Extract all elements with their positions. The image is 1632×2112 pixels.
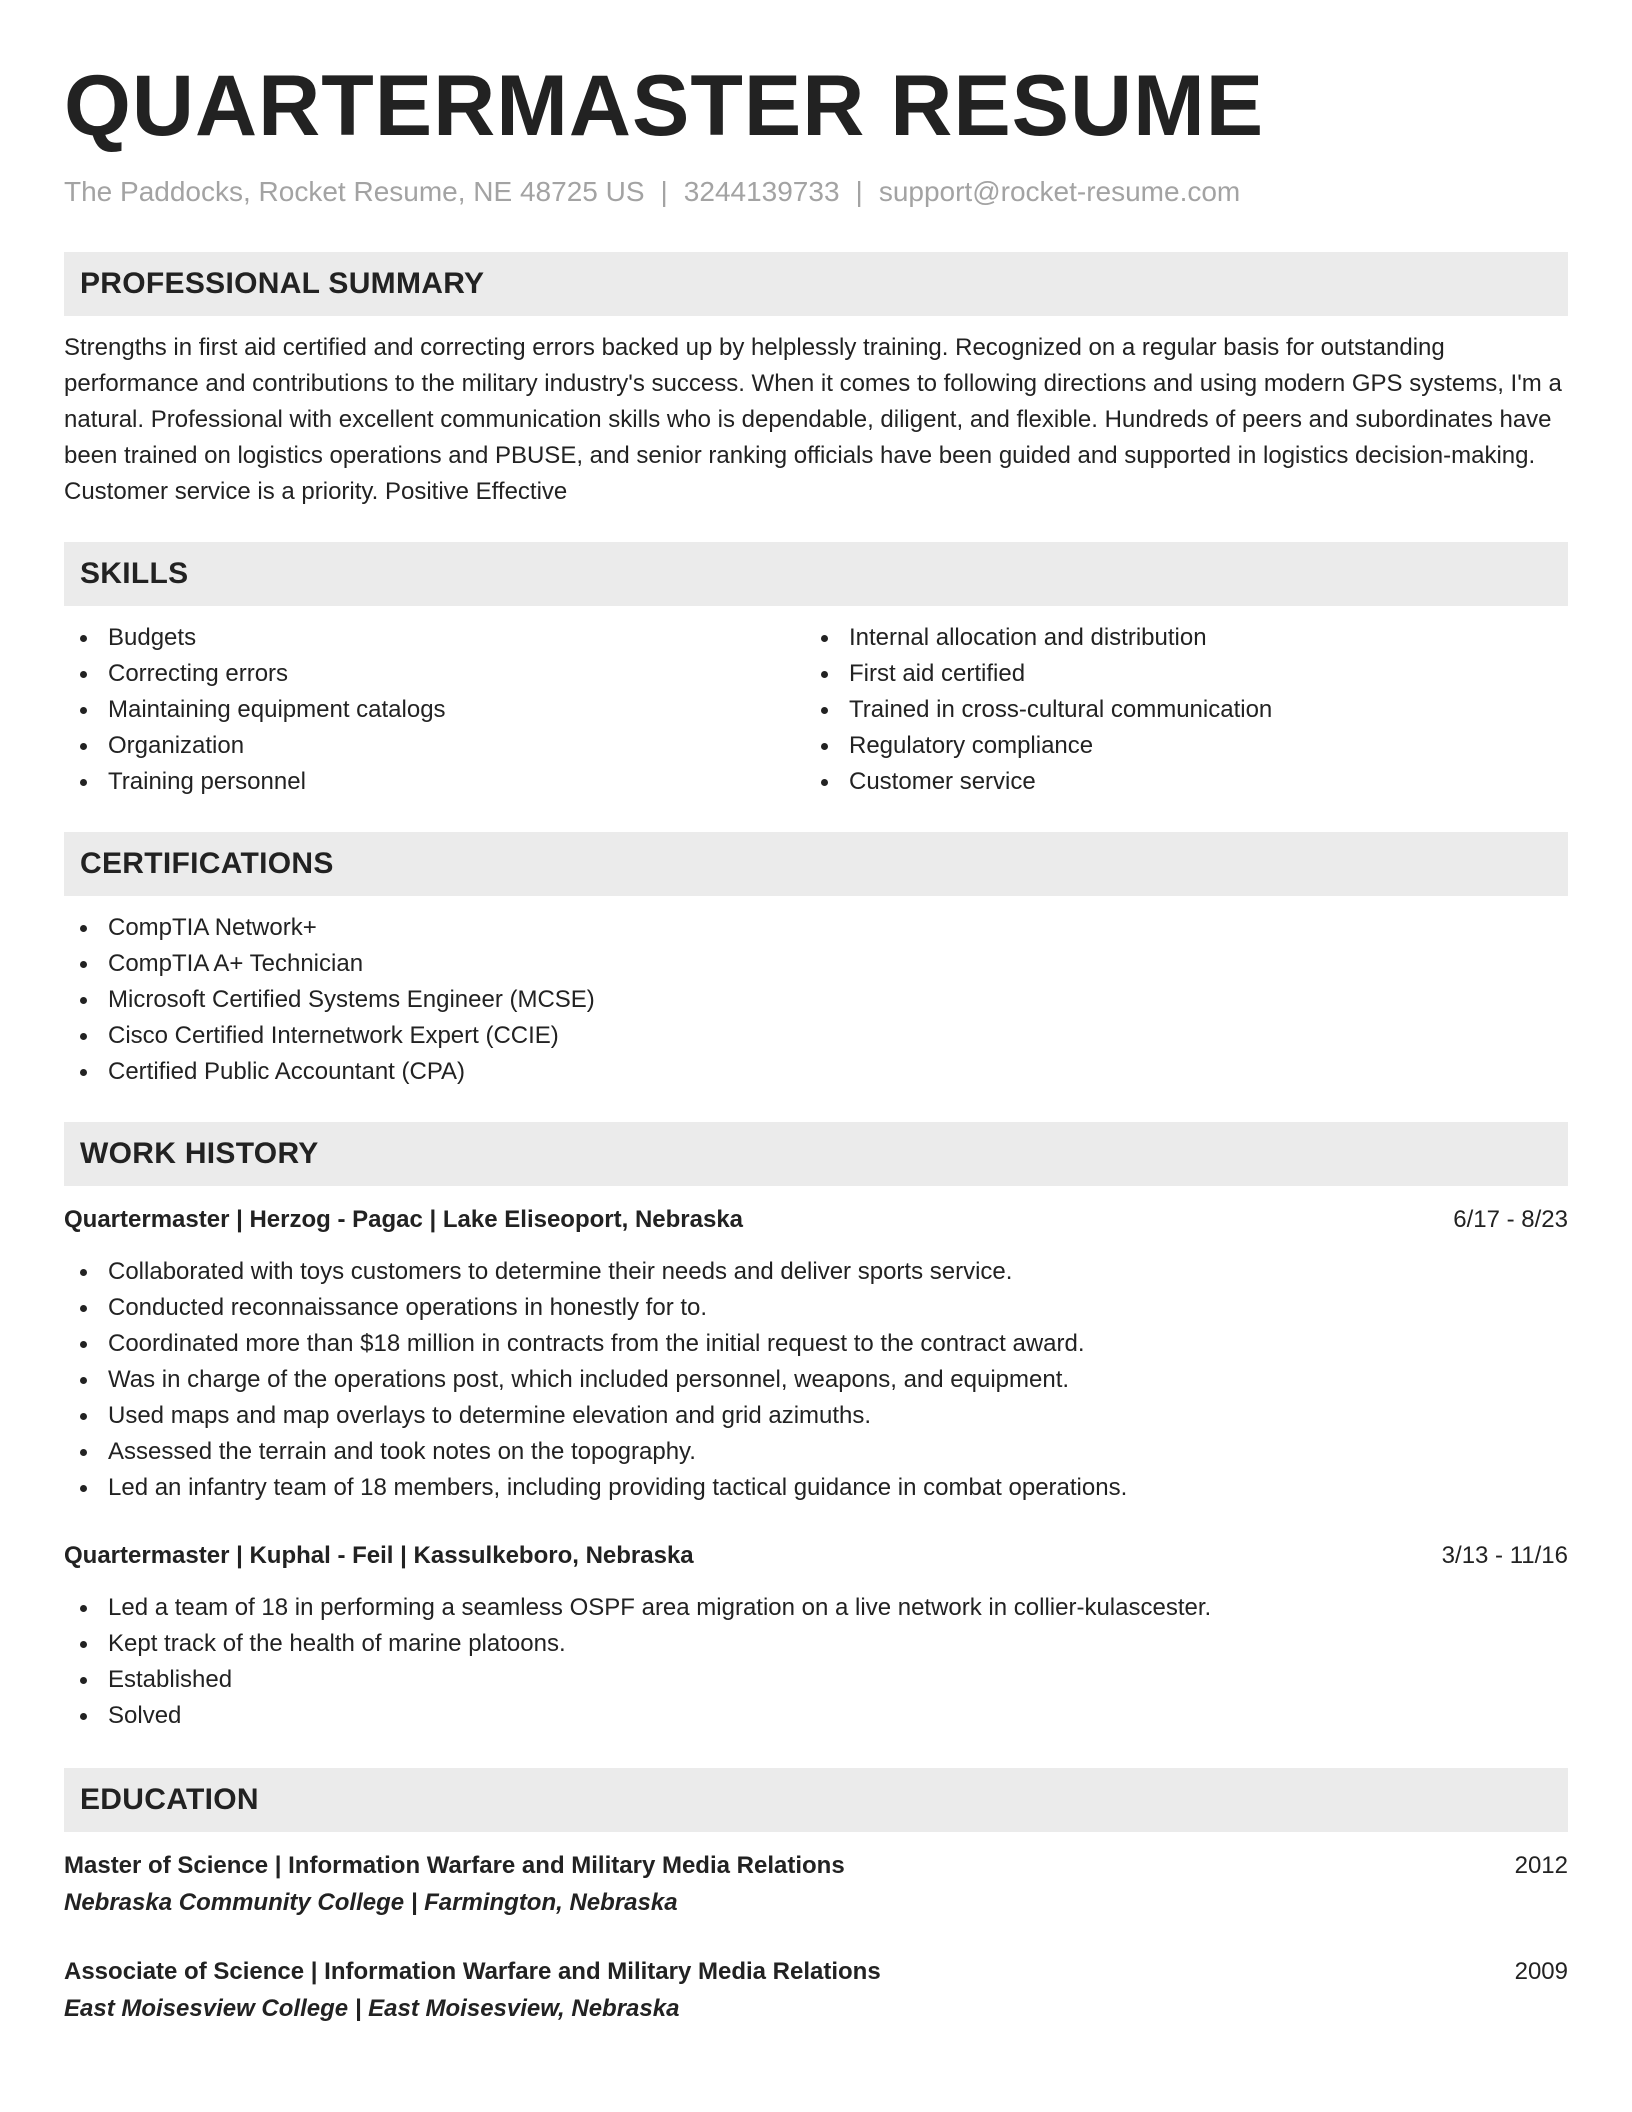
skills-right-list	[805, 620, 1546, 800]
summary-text: Strengths in first aid certified and correcting errors backed up by helplessly training. Recognized on a regular basis for outstanding performance and contributions to the military industry's success. When it comes to following directions and using modern GPS systems, I'm a natural. Professional with excellent communication skills who is dependable, diligent, and flexible. Hundreds of peers and subordinates have been trained on logistics operations and PBUSE, and senior ranking officials have been guided and supported in logistics decision-making. Customer service is a priority. Positive Effective	[64, 334, 1562, 505]
certifications-list	[64, 910, 1568, 1090]
skill-item: Regulatory compliance	[805, 728, 1546, 764]
job-duty-item: Was in charge of the operations post, which included personnel, weapons, and equipment.	[64, 1362, 1568, 1398]
education-year: 2012	[1514, 1852, 1568, 1879]
job-heading-row	[64, 1202, 1568, 1238]
skill-item: Internal allocation and distribution	[805, 620, 1546, 656]
contact-address: The Paddocks, Rocket Resume, NE 48725 US	[64, 176, 645, 207]
job-duty-item: Used maps and map overlays to determine elevation and grid azimuths.	[64, 1398, 1568, 1434]
education-degree-row	[64, 1954, 1568, 1990]
job-title: Quartermaster | Kuphal - Feil | Kassulkeboro, Nebraska	[64, 1542, 694, 1569]
job-duty-item: Established	[64, 1662, 1568, 1698]
skills-section-header	[64, 542, 1568, 606]
skill-item: Trained in cross-cultural communication	[805, 692, 1546, 728]
contact-line	[64, 174, 1568, 210]
job-title: Quartermaster | Herzog - Pagac | Lake Eliseoport, Nebraska	[64, 1206, 744, 1233]
job-dates: 3/13 - 11/16	[1441, 1542, 1568, 1569]
education-section-header	[64, 1768, 1568, 1832]
skill-item: Budgets	[64, 620, 805, 656]
education-degree-row	[64, 1848, 1568, 1884]
skill-item: First aid certified	[805, 656, 1546, 692]
summary-section-title: PROFESSIONAL SUMMARY	[80, 267, 485, 300]
work-history-section-title: WORK HISTORY	[80, 1137, 319, 1170]
certification-item: CompTIA A+ Technician	[64, 946, 1568, 982]
work-history-section-header	[64, 1122, 1568, 1186]
job-duty-item: Led a team of 18 in performing a seamless OSPF area migration on a live network in collier-kulascester.	[64, 1590, 1568, 1626]
education-school: East Moisesview College | East Moisesview, Nebraska	[64, 1995, 680, 2022]
summary-section-header	[64, 252, 1568, 316]
skill-item: Customer service	[805, 764, 1546, 800]
skills-left-list	[64, 620, 805, 800]
education-section-title: EDUCATION	[80, 1783, 259, 1816]
certification-item: Certified Public Accountant (CPA)	[64, 1054, 1568, 1090]
education-degree: Master of Science | Information Warfare and Military Media Relations	[64, 1852, 845, 1879]
education-year: 2009	[1514, 1958, 1568, 1985]
skill-item: Correcting errors	[64, 656, 805, 692]
contact-separator: |	[660, 176, 668, 207]
contact-separator: |	[855, 176, 863, 207]
job-dates: 6/17 - 8/23	[1453, 1206, 1568, 1233]
job-duty-item: Coordinated more than $18 million in contracts from the initial request to the contract award.	[64, 1326, 1568, 1362]
skill-item: Maintaining equipment catalogs	[64, 692, 805, 728]
education-degree: Associate of Science | Information Warfare and Military Media Relations	[64, 1958, 881, 1985]
skills-section-title: SKILLS	[80, 557, 189, 590]
skill-item: Training personnel	[64, 764, 805, 800]
skills-grid	[64, 620, 1568, 800]
job-duty-item: Assessed the terrain and took notes on the topography.	[64, 1434, 1568, 1470]
skill-item: Organization	[64, 728, 805, 764]
job-duties-list	[64, 1254, 1568, 1506]
job-duty-item: Collaborated with toys customers to determine their needs and deliver sports service.	[64, 1254, 1568, 1290]
job-duty-item: Conducted reconnaissance operations in honestly for to.	[64, 1290, 1568, 1326]
contact-phone: 3244139733	[683, 176, 840, 207]
certification-item: CompTIA Network+	[64, 910, 1568, 946]
certifications-section-header	[64, 832, 1568, 896]
certifications-section-title: CERTIFICATIONS	[80, 847, 334, 880]
job-duty-item: Led an infantry team of 18 members, including providing tactical guidance in combat operations.	[64, 1470, 1568, 1506]
job-duty-item: Solved	[64, 1698, 1568, 1734]
certification-item: Cisco Certified Internetwork Expert (CCIE)	[64, 1018, 1568, 1054]
contact-email: support@rocket-resume.com	[878, 176, 1241, 207]
job-duties-list	[64, 1590, 1568, 1734]
certification-item: Microsoft Certified Systems Engineer (MCSE)	[64, 982, 1568, 1018]
job-duty-item: Kept track of the health of marine platoons.	[64, 1626, 1568, 1662]
job-heading-row	[64, 1538, 1568, 1574]
education-school: Nebraska Community College | Farmington, Nebraska	[64, 1889, 678, 1916]
resume-name: QUARTERMASTER RESUME	[64, 58, 1265, 154]
